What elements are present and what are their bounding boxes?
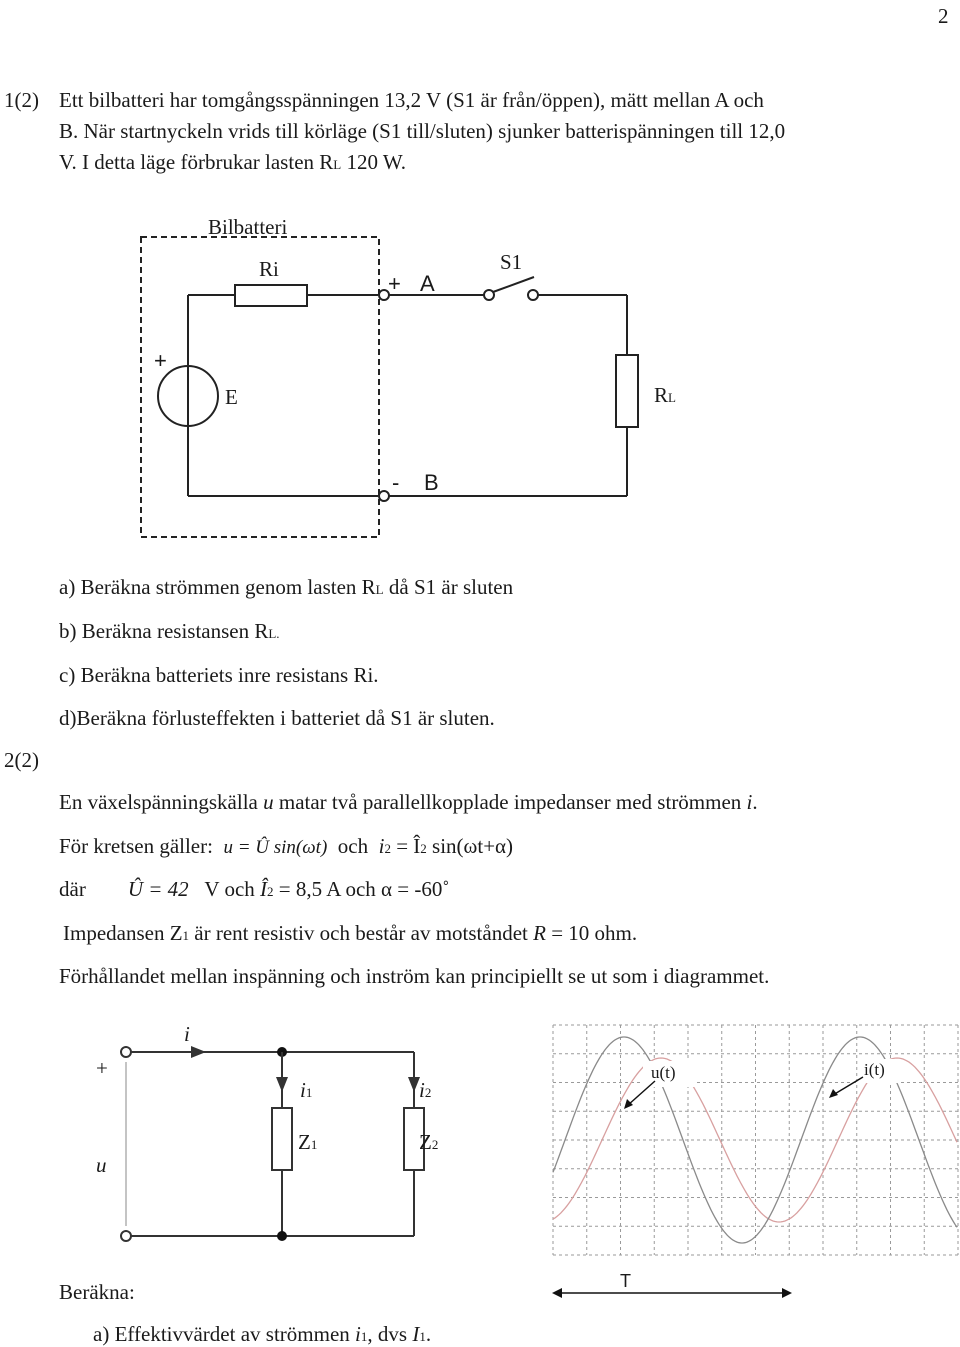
question-1b: b) Beräkna resistansen RL. [59,619,280,643]
ri-resistor [235,285,307,306]
line-3-sub: L [333,157,342,172]
battery-circuit-diagram [0,205,960,525]
problem-2-berakna: Beräkna: [59,1280,135,1304]
question-1c: c) Beräkna batteriets inre resistans Ri. [59,663,379,687]
switch-s1-blade [493,277,534,292]
u-wave-label: u(t) [651,1063,676,1082]
oscilloscope-diagram [553,1025,958,1255]
u-label-arrowhead [624,1099,633,1109]
problem-2-number: 2(2) [4,748,39,772]
problem-1-line-2: B. När startnyckeln vrids till körläge (S1 till/sluten) sjunker batterispänningen till 12,0 [59,119,786,143]
problem-1-line-1: Ett bilbatteri har tomgångsspänningen 13,2 V (S1 är från/öppen), mätt mellan A och [59,88,764,112]
input-terminal-top [121,1047,131,1057]
problem-2-impedance: Impedansen Z1 är rent resistiv och består av motståndet R = 10 ohm. [63,921,638,945]
terminal-a-label: A [420,271,435,296]
terminal-a-plus: + [388,271,401,296]
input-voltage-label: u [96,1153,107,1177]
junction-bottom [277,1231,287,1241]
problem-1-line-3 [59,150,406,175]
period-indicator [550,1268,960,1308]
switch-s1-label: S1 [500,250,523,274]
line-3-end: 120 W. [341,150,406,174]
battery-box-label: Bilbatteri [208,215,288,239]
terminal-b-minus: - [392,470,400,495]
question-1a: a) Beräkna strömmen genom lasten RL då S1 är sluten [59,575,514,599]
ri-label: Ri [259,257,279,281]
impedance-z1 [272,1108,292,1170]
problem-2-relation: Förhållandet mellan inspänning och inström kan principiellt se ut som i diagrammet. [59,964,770,988]
question-1d: d)Beräkna förlusteffekten i batteriet då S1 är sluten. [59,706,495,730]
switch-s1-contact-right [528,290,538,300]
u-label-pointer [628,1081,655,1105]
terminal-b-label: B [424,470,439,495]
input-plus: + [96,1056,108,1080]
period-label: T [620,1271,631,1291]
i-wave-label: i(t) [864,1060,885,1079]
i-label-pointer [833,1077,863,1095]
current-i-label: i [184,1022,190,1046]
problem-2-formula: För kretsen gäller: u = Û sin(ωt) och i2 = Î2 sin(ωt+α) [59,834,514,858]
terminal-b [379,491,389,501]
parallel-impedance-circuit [90,1020,550,1250]
current-i-arrow [191,1046,206,1058]
current-i1-arrow [276,1077,288,1092]
input-terminal-bottom [121,1231,131,1241]
question-2a: a) Effektivvärdet av strömmen i1, dvs I1. [93,1322,432,1346]
current-i2-label: i2 [419,1078,432,1102]
i-label-arrowhead [829,1089,838,1098]
problem-1-number: 1(2) [4,88,39,112]
problem-2-given: där Û = 42 V och Î2 = 8,5 A och α = -60˚ [59,877,450,901]
line-3-text: V. I detta läge förbrukar lasten R [59,150,334,174]
z1-label: Z1 [298,1130,318,1154]
rl-label: RL [654,383,676,407]
current-i1-label: i1 [300,1078,313,1102]
problem-2-intro: En växelspänningskälla u matar två parallellkopplade impedanser med strömmen i. [59,790,758,814]
source-plus: + [154,348,167,373]
z2-label: Z2 [419,1130,439,1154]
switch-s1-contact-left [484,290,494,300]
page-number: 2 [938,4,949,28]
source-e-label: E [225,385,238,409]
rl-resistor [616,355,638,427]
